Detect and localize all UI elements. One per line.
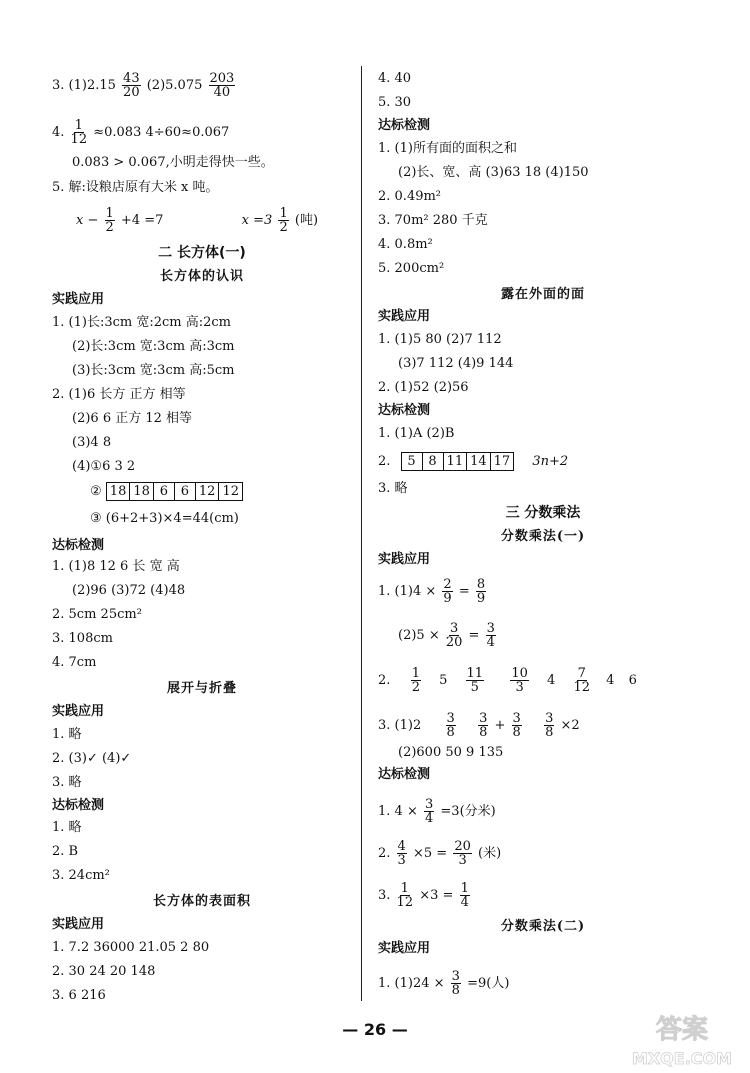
watermark-logo xyxy=(622,1010,742,1070)
answer-line: 0.083 > 0.067,小明走得快一些。 xyxy=(72,155,274,170)
section-title: 露在外面的面 xyxy=(500,287,585,302)
answer-line: 5. 30 xyxy=(378,95,412,110)
number-boxes: 18 18 6 6 12 12 xyxy=(106,482,243,501)
answer-line: 2. 0.49m² xyxy=(378,189,442,204)
answer-line: 3. $\frac{1}{12}$ ×3 = $\frac{1}{4}$ xyxy=(378,881,469,910)
answer-line: 4. 0.8m² xyxy=(378,237,433,252)
answer-line: 1. 略 xyxy=(52,820,82,835)
section-heading: 达标检测 xyxy=(52,538,105,553)
section-title: 分数乘法(二) xyxy=(500,919,586,934)
answer-line: 5. 200cm² xyxy=(378,261,445,276)
answer-line: 2. $\frac{4}{3}$ ×5 = $\frac{20}{3}$ (米) xyxy=(378,839,502,868)
answer-line: ③ (6+2+3)×4=44(cm) xyxy=(90,511,239,526)
section-heading: 达标检测 xyxy=(378,403,431,418)
answer-line: (3)4 8 xyxy=(72,435,112,450)
answer-line: ② 18 18 6 6 12 12 xyxy=(90,482,243,501)
answer-line: 3. 6 216 xyxy=(52,988,106,1003)
section-heading: 实践应用 xyxy=(52,704,105,719)
answer-line: 2. 5cm 25cm² xyxy=(52,607,142,622)
section-heading: 实践应用 xyxy=(378,552,431,567)
answer-line: (2)5 × $\frac{3}{20}$ = $\frac{3}{4}$ xyxy=(398,621,495,650)
answer-line: 4. $\frac{1}{12}$ ≈0.083 4÷60≈0.067 xyxy=(52,118,230,147)
equation-line: x − $\frac{1}{2}$ +4 =7 x =3 $\frac{1}{2}$ (吨) xyxy=(76,206,319,235)
answer-line: 5. 解:设粮店原有大米 x 吨。 xyxy=(52,180,219,195)
answer-line: 3. (1)2.15 $\frac{43}{20}$ (2)5.075 $\frac{203}{40}$ xyxy=(52,71,235,100)
section-title: 长方体的表面积 xyxy=(152,894,251,909)
answer-line: (2)6 6 正方 12 相等 xyxy=(72,411,193,426)
answer-line: 1. (1)24 × $\frac{3}{8}$ =9(人) xyxy=(378,969,510,998)
answer-line: (2)长:3cm 宽:3cm 高:3cm xyxy=(72,339,235,354)
answer-line: 3. (1)2 $\frac{3}{8}$ $\frac{3}{8}$ + $\frac{3}{8}$ $\frac{3}{8}$ ×2 xyxy=(378,711,580,740)
answer-line: 2. (1)52 (2)56 xyxy=(378,380,469,395)
answer-line: 1. 7.2 36000 21.05 2 80 xyxy=(52,940,210,955)
answer-line: 2. B xyxy=(52,844,79,859)
answer-line: 1. (1)4 × $\frac{2}{9}$ = $\frac{8}{9}$ xyxy=(378,577,486,606)
section-heading: 实践应用 xyxy=(52,917,105,932)
answer-line: 1. (1)A (2)B xyxy=(378,426,455,441)
section-heading: 达标检测 xyxy=(378,767,431,782)
answer-line: 3. 70m² 280 千克 xyxy=(378,213,488,228)
answer-line: 3. 略 xyxy=(52,775,82,790)
chapter-title: 三 分数乘法 xyxy=(505,505,581,521)
column-divider xyxy=(361,66,362,1001)
section-heading: 实践应用 xyxy=(52,292,105,307)
chapter-title: 二 长方体(一) xyxy=(158,245,246,261)
section-title: 长方体的认识 xyxy=(159,269,244,284)
answer-line: 1. 4 × $\frac{3}{4}$ =3(分米) xyxy=(378,797,496,826)
svg-text:答案: 答案 xyxy=(655,1015,709,1045)
answer-line: (4)①6 3 2 xyxy=(72,459,136,474)
answer-line: 3. 108cm xyxy=(52,631,113,646)
answer-line: 1. (1)长:3cm 宽:2cm 高:2cm xyxy=(52,315,231,330)
svg-text:MXQE.COM: MXQE.COM xyxy=(631,1049,733,1068)
answer-line: 2. $\frac{1}{2}$ 5 $\frac{11}{5}$ $\frac{10}{3}$ 4 $\frac{7}{12}$ 4 6 xyxy=(378,666,637,695)
answer-line: (2)96 (3)72 (4)48 xyxy=(72,583,186,598)
answer-line: (2)长、宽、高 (3)63 18 (4)150 xyxy=(398,165,589,180)
answer-line: 2. 5 8 11 14 17 3n+2 xyxy=(378,454,569,469)
answer-line: 4. 7cm xyxy=(52,655,97,670)
answer-line: 1. (1)8 12 6 长 宽 高 xyxy=(52,559,180,574)
answer-line: 2. 30 24 20 148 xyxy=(52,964,156,979)
answer-line: (2)600 50 9 135 xyxy=(398,745,504,760)
section-heading: 达标检测 xyxy=(378,118,431,133)
section-heading: 实践应用 xyxy=(378,309,431,324)
answer-line: 3. 略 xyxy=(378,481,408,496)
answer-line: 3. 24cm² xyxy=(52,868,110,883)
answer-line: 2. (1)6 长方 正方 相等 xyxy=(52,387,186,402)
answer-line: 1. 略 xyxy=(52,727,82,742)
page-number: — 26 — xyxy=(342,1020,408,1039)
answer-line: 4. 40 xyxy=(378,71,412,86)
answer-line: 1. (1)所有面的面积之和 xyxy=(378,141,517,156)
answer-line: (3)长:3cm 宽:3cm 高:5cm xyxy=(72,363,235,378)
section-title: 分数乘法(一) xyxy=(500,529,586,544)
section-heading: 达标检测 xyxy=(52,798,105,813)
answer-line: (3)7 112 (4)9 144 xyxy=(398,356,514,371)
section-title: 展开与折叠 xyxy=(166,681,237,696)
answer-line: 1. (1)5 80 (2)7 112 xyxy=(378,332,502,347)
section-heading: 实践应用 xyxy=(378,941,431,956)
answer-line: 2. (3)✓ (4)✓ xyxy=(52,751,132,766)
number-boxes: 5 8 11 14 17 xyxy=(401,452,515,471)
